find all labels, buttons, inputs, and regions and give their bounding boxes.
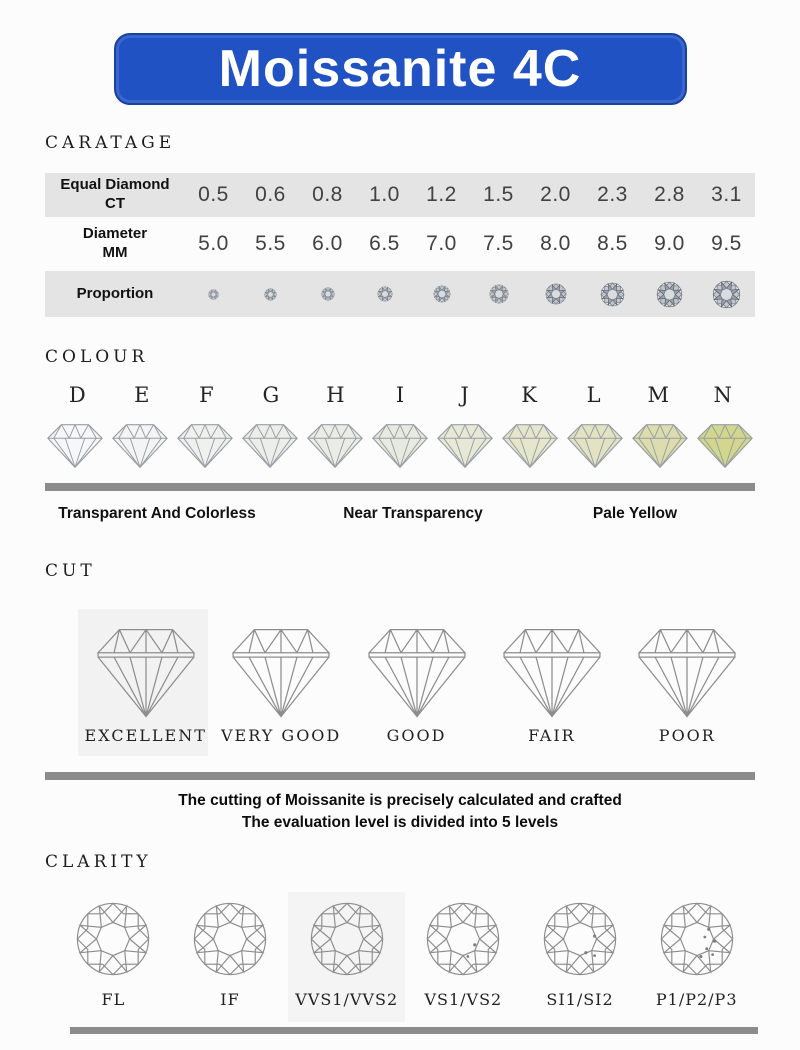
row-label-proportion: Proportion	[76, 284, 154, 302]
colour-category: Transparent And Colorless	[58, 505, 256, 522]
cut-grade-excellent	[78, 603, 213, 758]
ct-value: 1.5	[483, 183, 514, 206]
caratage-table	[45, 173, 755, 317]
diamond-cut-wireframe-icon	[87, 619, 205, 721]
proportion-gem-icon	[600, 282, 625, 307]
table-row-equal-diamond-ct	[45, 173, 755, 217]
diamond-top-wireframe-icon	[191, 900, 269, 978]
colour-grade: I	[395, 383, 405, 407]
clarity-grade-if	[172, 892, 289, 1022]
diamond-side-icon	[109, 419, 171, 471]
mm-value: 7.5	[483, 232, 514, 255]
diamond-cut-wireframe-icon	[358, 619, 476, 721]
clarity-grade-vvs	[288, 892, 405, 1022]
diamond-top-wireframe-icon	[658, 900, 736, 978]
clarity-grade-label: VS1/VS2	[424, 990, 503, 1009]
diamond-top-wireframe-icon	[424, 900, 502, 978]
clarity-grade-label: FL	[101, 990, 126, 1009]
cut-grade-fair	[484, 603, 619, 758]
colour-categories	[45, 505, 755, 527]
mm-value: 7.0	[426, 232, 457, 255]
colour-gems-row	[42, 419, 758, 471]
ct-value: 1.2	[426, 183, 457, 206]
diamond-side-icon	[239, 419, 301, 471]
ct-value: 3.1	[711, 183, 742, 206]
cut-note-line: The cutting of Moissanite is precisely calculated and crafted	[178, 792, 622, 809]
diamond-cut-wireframe-icon	[628, 619, 746, 721]
ct-value: 1.0	[369, 183, 400, 206]
cut-grade-label: POOR	[658, 726, 716, 745]
caratage-heading: CARATAGE	[45, 133, 176, 153]
clarity-grade-label: SI1/SI2	[546, 990, 614, 1009]
bottom-divider	[70, 1027, 758, 1034]
colour-grade: M	[647, 383, 669, 407]
clarity-grade-vs	[405, 892, 522, 1022]
mm-value: 9.0	[654, 232, 685, 255]
proportion-gem-icon	[489, 284, 509, 304]
diamond-cut-wireframe-icon	[493, 619, 611, 721]
cut-heading: CUT	[45, 561, 96, 581]
mm-value: 8.5	[597, 232, 628, 255]
colour-grade: H	[326, 383, 345, 407]
cut-grade-good	[349, 603, 484, 758]
colour-grade: K	[521, 383, 537, 407]
diamond-side-icon	[629, 419, 691, 471]
colour-grade: N	[713, 383, 732, 407]
colour-heading: COLOUR	[45, 347, 149, 367]
colour-grade: G	[262, 383, 280, 407]
mm-value: 6.0	[312, 232, 343, 255]
mm-value: 5.5	[255, 232, 286, 255]
cut-grade-label: EXCELLENT	[84, 726, 207, 745]
clarity-grade-label: P1/P2/P3	[655, 990, 738, 1009]
cut-grade-poor	[620, 603, 755, 758]
ct-value: 2.3	[597, 183, 628, 206]
proportion-gem-icon	[433, 285, 451, 303]
ct-value: 0.6	[255, 183, 286, 206]
mm-value: 5.0	[198, 232, 229, 255]
cut-grade-label: GOOD	[386, 726, 447, 745]
diamond-side-icon	[369, 419, 431, 471]
diamond-side-icon	[174, 419, 236, 471]
diamond-top-wireframe-icon	[74, 900, 152, 978]
cut-note-line: The evaluation level is divided into 5 levels	[241, 814, 559, 831]
clarity-grade-p	[638, 892, 755, 1022]
cut-divider	[45, 772, 755, 780]
diamond-side-icon	[499, 419, 561, 471]
clarity-grade-label: IF	[220, 990, 240, 1009]
proportion-gem-icon	[321, 287, 335, 301]
colour-grade: E	[134, 383, 150, 407]
diamond-side-icon	[434, 419, 496, 471]
proportion-gem-icon	[377, 286, 393, 302]
diamond-side-icon	[44, 419, 106, 471]
cut-grade-label: VERY GOOD	[220, 726, 342, 745]
colour-category: Near Transparency	[343, 505, 483, 522]
page-title: Moissanite 4C	[218, 40, 582, 98]
colour-grade: D	[68, 383, 86, 407]
ct-value: 2.0	[540, 183, 571, 206]
cut-grade-very-good	[213, 603, 348, 758]
proportion-gem-icon	[712, 280, 741, 309]
colour-grade-letters	[45, 383, 755, 407]
mm-value: 6.5	[369, 232, 400, 255]
ct-value: 2.8	[654, 183, 685, 206]
diamond-cut-wireframe-icon	[222, 619, 340, 721]
colour-grade: L	[586, 383, 601, 407]
proportion-gem-icon	[656, 281, 683, 308]
colour-grade: J	[460, 383, 469, 407]
diamond-side-icon	[304, 419, 366, 471]
cut-grade-label: FAIR	[528, 726, 576, 745]
cut-grades-row	[78, 603, 755, 758]
ct-value: 0.5	[198, 183, 229, 206]
row-label-equal-diamond-ct: Equal Diamond CT	[60, 176, 170, 212]
ct-value: 0.8	[312, 183, 343, 206]
clarity-grade-label: VVS1/VVS2	[295, 990, 399, 1009]
diamond-top-wireframe-icon	[308, 900, 386, 978]
colour-grade: F	[199, 383, 214, 407]
title-banner	[114, 33, 687, 105]
table-row-proportion	[45, 271, 755, 317]
diamond-side-icon	[564, 419, 626, 471]
clarity-grades-row	[55, 892, 755, 1022]
proportion-gem-icon	[545, 283, 567, 305]
clarity-heading: CLARITY	[45, 852, 152, 872]
colour-category: Pale Yellow	[592, 505, 678, 522]
proportion-gem-icon	[208, 289, 219, 300]
mm-value: 9.5	[711, 232, 742, 255]
row-label-diameter-mm: Diameter MM	[82, 225, 148, 261]
table-row-diameter-mm	[45, 220, 755, 268]
clarity-grade-fl	[55, 892, 172, 1022]
proportion-gem-icon	[264, 288, 277, 301]
mm-value: 8.0	[540, 232, 571, 255]
clarity-grade-si	[522, 892, 639, 1022]
colour-divider	[45, 483, 755, 491]
diamond-side-icon	[694, 419, 756, 471]
diamond-top-wireframe-icon	[541, 900, 619, 978]
cut-notes	[0, 790, 800, 834]
